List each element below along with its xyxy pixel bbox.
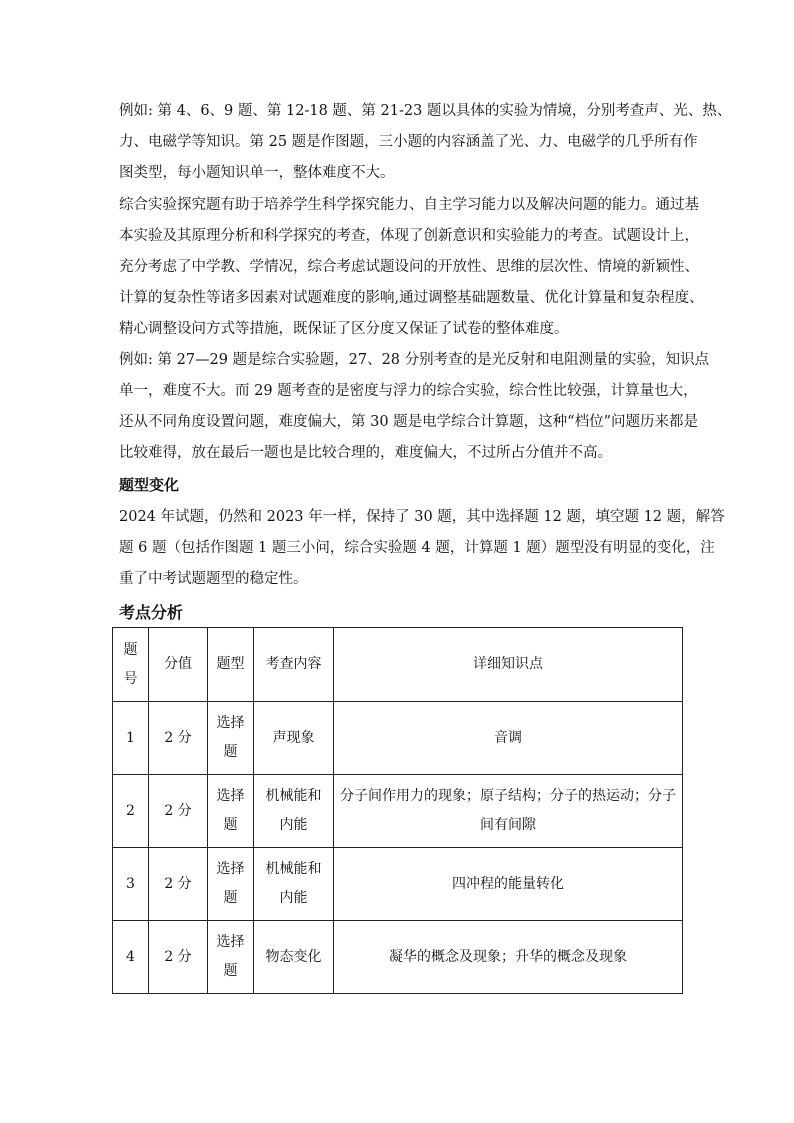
cell-knowledge: 四冲程的能量转化 [334,848,683,921]
cell-knowledge: 分子间作用力的现象；原子结构；分子的热运动；分子间有间隙 [334,775,683,848]
table-row [113,775,683,848]
text-line: 精心调整设问方式等措施，既保证了区分度又保证了试卷的整体难度。 [119,321,569,337]
text-line: 2024 年试题，仍然和 2023 年一样，保持了 30 题，其中选择题 12 题，填空题 12 题，解答 [119,509,725,525]
cell-score: 2 分 [149,848,208,921]
cell-number: 2 [113,775,149,848]
header-question-number: 题号 [113,628,149,702]
cell-number: 4 [113,921,149,994]
text-line: 力、电磁学等知识。第 25 题是作图题，三小题的内容涵盖了光、力、电磁学的几乎所有作 [119,134,698,150]
text-line: 单一，难度不大。而 29 题考查的是密度与浮力的综合实验，综合性比较强，计算量也大， [119,383,698,399]
text-line: 计算的复杂性等诸多因素对试题难度的影响,通过调整基础题数量、优化计算量和复杂程度、 [119,290,704,306]
text-line: 例如: 第 27—29 题是综合实验题，27、28 分别考查的是光反射和电阻测量的实验，知识点 [119,352,710,368]
paragraph-comprehensive-examples [119,345,710,469]
cell-content: 物态变化 [254,921,334,994]
text-line: 比较难得，放在最后一题也是比较合理的，难度偏大，不过所占分值并不高。 [119,445,612,461]
text-line: 本实验及其原理分析和科学探究的考查，体现了创新意识和实验能力的考查。试题设计上， [119,228,699,244]
section-heading-type-change: 题型变化 [119,476,180,494]
text-line: 图类型，每小题知识单一，整体难度不大。 [119,165,395,181]
cell-score: 2 分 [149,921,208,994]
header-content: 考查内容 [254,628,334,702]
cell-score: 2 分 [149,775,208,848]
cell-score: 2 分 [149,702,208,775]
exam-points-table [112,627,683,994]
header-score: 分值 [149,628,208,702]
text-line: 综合实验探究题有助于培养学生科学探究能力、自主学习能力以及解决问题的能力。通过基 [119,197,699,213]
header-knowledge-points: 详细知识点 [334,628,683,702]
table-row [113,702,683,775]
text-line: 题 6 题（包括作图题 1 题三小问，综合实验题 4 题，计算题 1 题）题型没有明显的变化，注 [119,540,715,556]
cell-content: 声现象 [254,702,334,775]
header-question-type: 题型 [208,628,254,702]
table-row [113,921,683,994]
cell-number: 3 [113,848,149,921]
section-heading-analysis: 考点分析 [119,603,184,622]
text-line: 还从不同角度设置问题，难度偏大，第 30 题是电学综合计算题，这种“档位”问题历来都是 [119,414,698,430]
cell-type: 选择题 [208,848,254,921]
cell-knowledge: 凝华的概念及现象；升华的概念及现象 [334,921,683,994]
cell-number: 1 [113,702,149,775]
text-line: 例如: 第 4、6、9 题、第 12-18 题、第 21-23 题以具体的实验为情境，分别考查声、光、热、 [119,103,732,119]
table-row [113,848,683,921]
cell-content: 机械能和内能 [254,848,334,921]
text-line: 重了中考试题题型的稳定性。 [119,571,308,587]
paragraph-inquiry [119,190,704,345]
paragraph-type-change [119,502,725,595]
text-line: 充分考虑了中学教、学情况，综合考虑试题设问的开放性、思维的层次性、情境的新颖性、 [119,259,699,275]
cell-type: 选择题 [208,702,254,775]
cell-type: 选择题 [208,921,254,994]
table-header-row [113,628,683,702]
paragraph-experiment-examples [119,96,732,189]
cell-knowledge: 音调 [334,702,683,775]
cell-type: 选择题 [208,775,254,848]
cell-content: 机械能和内能 [254,775,334,848]
